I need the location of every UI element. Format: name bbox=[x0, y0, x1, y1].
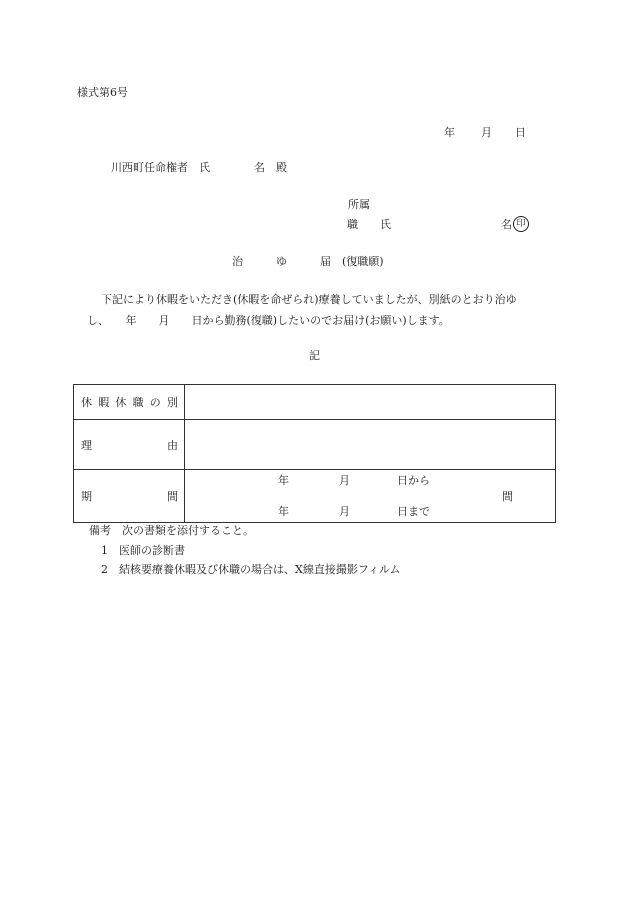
date-month: 月 bbox=[481, 126, 492, 139]
label-char: 職 bbox=[132, 396, 144, 409]
addressee: 川西町任命権者 氏 名 殿 bbox=[111, 161, 287, 174]
label-char: 間 bbox=[167, 490, 178, 503]
label-char: 休 bbox=[81, 396, 92, 409]
affiliation-label: 所属 bbox=[348, 198, 370, 211]
label-char: 暇 bbox=[98, 396, 110, 409]
body-text-line-2: し、 年 月 日から勤務(復職)したいのでお届け(お願い)します。 bbox=[87, 314, 450, 327]
remarks-item: 2 結核要療養休暇及び休職の場合は、X線直接撮影フィルム bbox=[101, 563, 401, 576]
table-row-reason bbox=[74, 420, 556, 470]
period-duration-suffix: 間 bbox=[502, 490, 513, 503]
label-char: 別 bbox=[166, 396, 178, 409]
seal-mark: 印 bbox=[513, 216, 529, 232]
period-start-month: 月 bbox=[339, 474, 350, 487]
label-char: 理 bbox=[81, 438, 92, 452]
label-leave-type bbox=[74, 385, 185, 420]
leave-table bbox=[73, 384, 556, 523]
label-reason bbox=[74, 420, 185, 470]
label-char: 休 bbox=[115, 396, 127, 409]
label-period bbox=[74, 470, 185, 523]
name-label: 名 bbox=[501, 218, 512, 231]
form-number: 様式第6号 bbox=[77, 86, 128, 99]
label-char: 期 bbox=[81, 490, 92, 503]
period-end-year: 年 bbox=[278, 505, 289, 518]
label-char: 由 bbox=[167, 438, 178, 452]
remarks-item: 1 医師の診断書 bbox=[101, 544, 185, 557]
date-day: 日 bbox=[515, 126, 526, 139]
period-field[interactable] bbox=[185, 470, 556, 523]
period-end-day: 日まで bbox=[397, 505, 430, 518]
period-end-month: 月 bbox=[339, 505, 350, 518]
ki-heading: 記 bbox=[309, 349, 320, 362]
label-char: の bbox=[149, 396, 161, 409]
body-text-line-1: 下記により休暇をいただき(休暇を命ぜられ)療養していましたが、別紙のとおり治ゆ bbox=[101, 293, 517, 306]
date-year: 年 bbox=[444, 126, 455, 139]
table-row-leave-type bbox=[74, 385, 556, 420]
reason-field[interactable] bbox=[185, 420, 556, 470]
document-title: 治 ゆ 届 (復職願) bbox=[232, 255, 384, 268]
remarks-heading: 備考 次の書類を添付すること。 bbox=[89, 524, 254, 537]
table-row-period bbox=[74, 470, 556, 523]
position-name-label: 職 氏 bbox=[347, 218, 391, 231]
leave-type-field[interactable] bbox=[185, 385, 556, 420]
period-start-day: 日から bbox=[397, 474, 430, 487]
period-start-year: 年 bbox=[278, 474, 289, 487]
